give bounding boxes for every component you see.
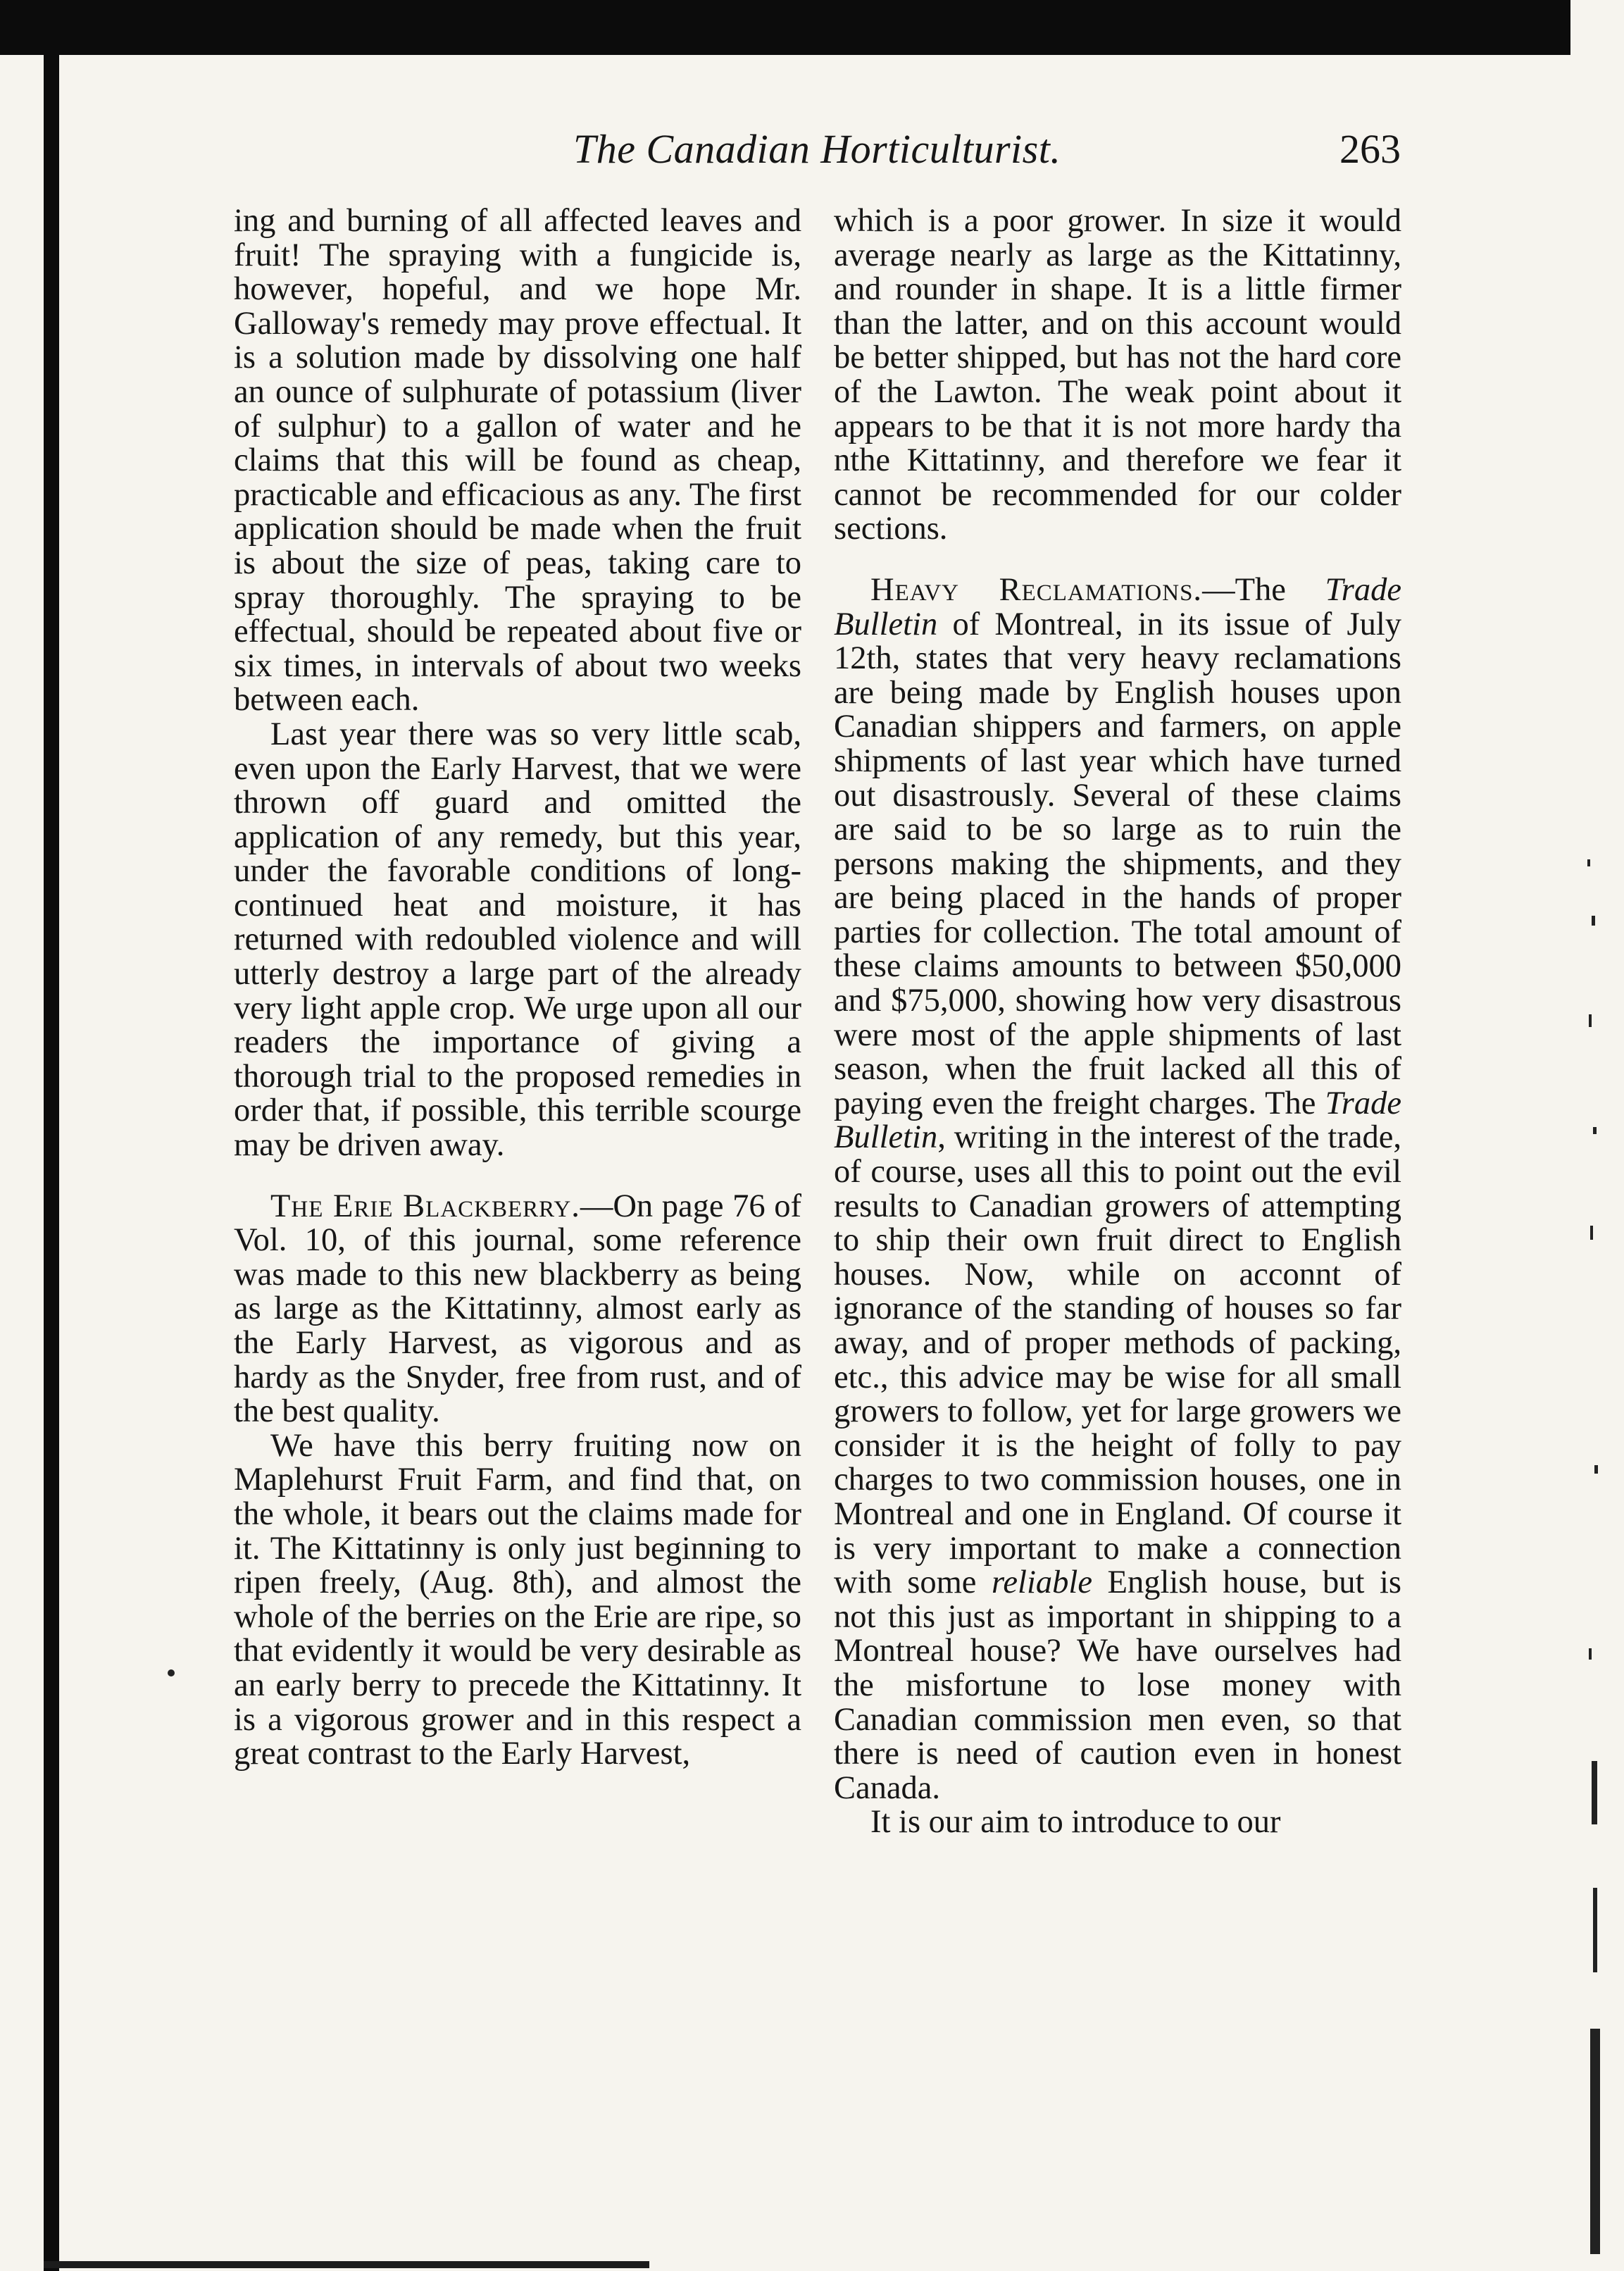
left-column xyxy=(234,204,801,1772)
right-paragraph-1: which is a poor grower. In size it would average nearly as large as the Kittatinny, and rounder in shape. It is a little firmer than the latter, and on this account would be better shipped, but has not the hard core of the Lawton. The weak point about it appears to be that it is not more hardy tha nthe Kittatinny, and therefore we fear it cannot be recommended for our colder sections. xyxy=(834,203,1401,547)
scan-bottom-border xyxy=(44,2261,649,2268)
reclamations-text-b: of Montreal, in its issue of July 12th, states that very heavy reclamations are being made by English houses upon Canadian shippers and farmers, on apple shipments of last year which have turned out disastrously. Several of these claims are said to be so large as to ruin the persons making the shipments, and they are being placed in the hands of proper parties for collection. The total amount of these claims amounts to between $50,000 and $75,000, showing how very disastrous were most of the apple shipments of last season, when the fruit lacked all this of paying even the freight charges. The xyxy=(834,606,1401,1121)
heavy-reclamations-heading: Heavy Reclamations. xyxy=(870,571,1203,608)
page-number: 263 xyxy=(1339,126,1401,172)
trade-bulletin-title-2: Trade Bulletin xyxy=(834,1085,1401,1156)
right-column xyxy=(834,204,1401,1840)
left-paragraph-4: We have this berry fruiting now on Maplehurst Fruit Farm, and find that, on the whole, it bears out the claims made for it. The Kittatinny is only just beginning to ripen freely, (Aug. 8th), and almost the whole of the berries on the Erie are ripe, so that evidently it would be very desirable as an early berry to precede the Kittatinny. It is a vigorous grower and in this respect a great contrast to the Early Harvest, xyxy=(234,1427,801,1772)
scan-left-border xyxy=(44,49,59,2271)
trade-bulletin-title-1: Trade Bulletin xyxy=(834,571,1401,642)
erie-blackberry-body: —On page 76 of Vol. 10, of this journal, some reference was made to this new blackberry as being as large as the Kittatinny, almost early as the Early Harvest, as vigorous and as hardy as the Snyder, free from rust, and of the best quality. xyxy=(234,1188,801,1430)
reclamations-text-d: English house, but is not this just as important in shipping to a Montreal house? We have ourselves had the misfortune to lose money with Canadian commission men even, so that there is need of caution even in honest Canada. xyxy=(834,1564,1402,1806)
heavy-reclamations-paragraph xyxy=(834,573,1401,1805)
left-paragraph-1: ing and burning of all affected leaves and fruit! The spraying with a fungicide is, however, hopeful, and we hope Mr. Galloway's remedy may prove effectual. It is a solution made by dissolving one half an ounce of sulphurate of potassium (liver of sulphur) to a gallon of water and he claims that this will be found as cheap, practicable and efficacious as any. The first application should be made when the fruit is about the size of peas, taking care to spray thoroughly. The spraying to be effectual, should be repeated about five or six times, in intervals of about two weeks between each. xyxy=(234,203,801,718)
margin-dot xyxy=(168,1669,175,1676)
reclamations-text-a: —The xyxy=(1202,571,1325,608)
scan-top-border xyxy=(0,0,1570,55)
right-paragraph-3: It is our aim to introduce to our xyxy=(870,1804,1281,1841)
running-header-title: The Canadian Horticulturist. xyxy=(573,126,1061,172)
erie-blackberry-paragraph xyxy=(234,1190,801,1429)
reliable-emphasis: reliable xyxy=(992,1564,1092,1601)
erie-blackberry-heading: The Erie Blackberry. xyxy=(270,1188,580,1224)
left-paragraph-2: Last year there was so very little scab, even upon the Early Harvest, that we were thrown off guard and omitted the application of any remedy, but this year, under the favorable conditions of long-continued heat and moisture, it has returned with redoubled violence and will utterly destroy a large part of the already very light apple crop. We urge upon all our readers the importance of giving a thorough trial to the proposed remedies in order that, if possible, this terrible scourge may be driven away. xyxy=(234,716,801,1164)
scan-edge-specks xyxy=(1585,831,1613,2268)
reclamations-text-c: , writing in the interest of the trade, of course, uses all this to point out the evil results to Canadian growers of attempting to ship their own fruit direct to English houses. Now, while on acconnt of ignorance of the standing of houses so far away, and of proper methods of packing, etc., this advice may be wise for all small growers to follow, yet for large growers we consider it is the height of folly to pay charges to two commission houses, one in Montreal and one in England. Of course it is very important to make a connection with some xyxy=(834,1119,1401,1601)
